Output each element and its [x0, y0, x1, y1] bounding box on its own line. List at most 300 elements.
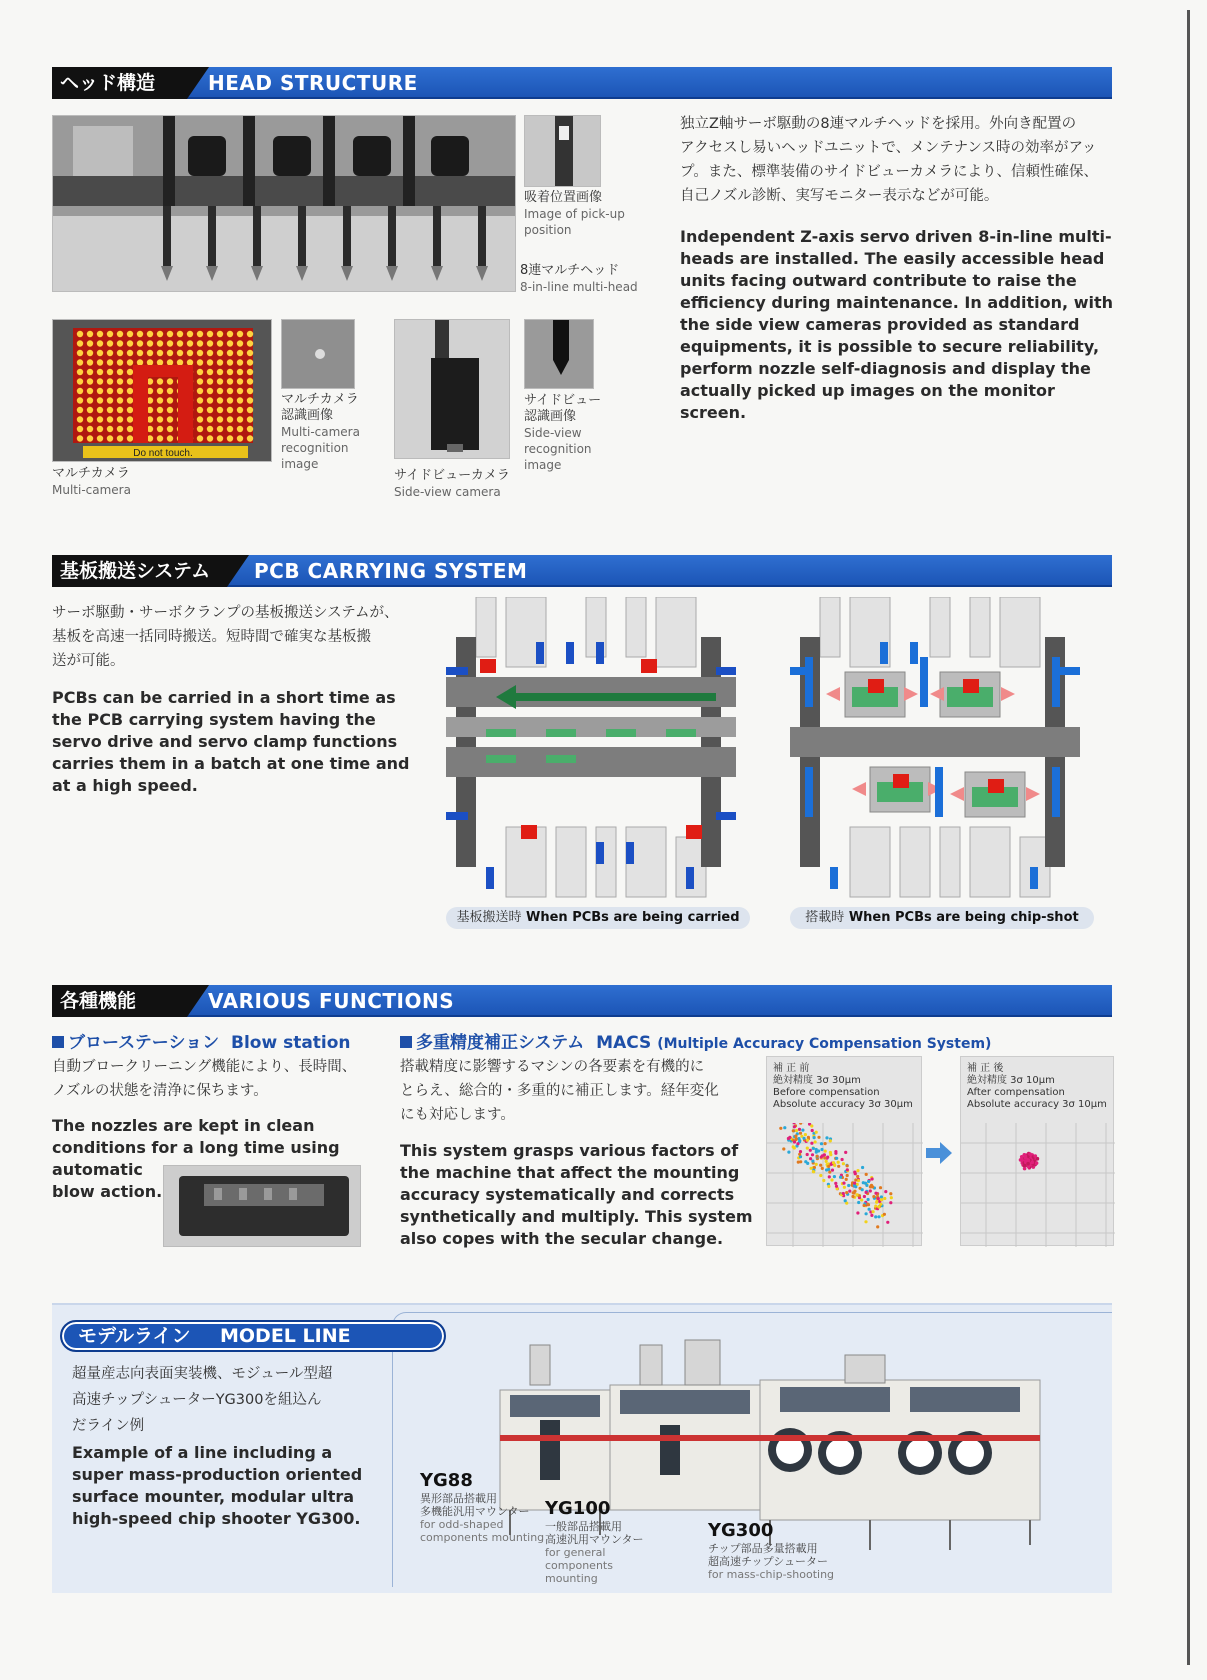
scatter-dot	[872, 1195, 875, 1198]
blow-body-en-1: The nozzles are kept in clean	[52, 1116, 315, 1135]
scatter-dot	[856, 1211, 859, 1214]
led-dot	[247, 426, 253, 432]
pcb-diagram-chipshot	[790, 597, 1080, 902]
led-dot	[97, 331, 103, 337]
scatter-dot	[874, 1205, 877, 1208]
led-dot	[227, 350, 233, 356]
scatter-dot	[865, 1191, 868, 1194]
scatter-dot	[810, 1142, 813, 1145]
scatter-dot	[869, 1185, 872, 1188]
scatter-dot	[827, 1185, 830, 1188]
scatter-dot	[831, 1169, 834, 1172]
led-dot	[87, 369, 93, 375]
square-bullet-icon	[400, 1036, 412, 1048]
led-dot	[127, 435, 133, 441]
led-dot	[207, 378, 213, 384]
led-dot	[107, 397, 113, 403]
after-en-1: After compensation	[967, 1087, 1065, 1098]
scatter-dot	[793, 1125, 796, 1128]
led-dot	[237, 397, 243, 403]
scatter-dot	[825, 1168, 828, 1171]
led-dot	[97, 397, 103, 403]
multihead-caption-jp: 8連マルチヘッド	[520, 263, 620, 278]
led-dot	[137, 359, 143, 365]
led-dot	[237, 331, 243, 337]
led-dot	[197, 435, 203, 441]
led-dot	[237, 416, 243, 422]
led-dot	[137, 331, 143, 337]
led-dot	[247, 340, 253, 346]
pickup-position-image	[524, 115, 601, 187]
led-dot	[217, 435, 223, 441]
led-dot	[97, 350, 103, 356]
led-dot	[247, 435, 253, 441]
led-dot	[167, 350, 173, 356]
scatter-dot	[863, 1195, 866, 1198]
various-functions-section-bar	[52, 985, 1112, 1017]
scatter-dot	[863, 1204, 866, 1207]
head-body-en-7: perform nozzle self-diagnosis and display the	[680, 359, 1091, 378]
led-dot	[167, 359, 173, 365]
blow-body-jp-2: ノズルの状態を清浄に保ちます。	[52, 1083, 268, 1099]
scatter-dot	[1028, 1152, 1032, 1156]
led-dot	[77, 369, 83, 375]
scatter-dot	[811, 1129, 814, 1132]
led-dot	[237, 378, 243, 384]
pcb-diagram-carrying	[446, 597, 736, 902]
led-dot	[117, 407, 123, 413]
multicam-recog-jp-1: マルチカメラ	[281, 392, 359, 407]
led-dot	[247, 388, 253, 394]
caption-pcb-chipshot-jp: 搭載時	[805, 910, 845, 925]
pcb-body-en-3: servo drive and servo clamp functions	[52, 732, 398, 751]
yg88-jp-2: 多機能汎用マウンター	[420, 1505, 530, 1518]
macs-body-jp-2: とらえ、総合的・多重的に補正します。経年変化	[400, 1083, 719, 1099]
scatter-dot	[855, 1193, 858, 1196]
head-body-en-4: efficiency during maintenance. In addition, with	[680, 293, 1113, 312]
scatter-dot	[877, 1205, 880, 1208]
yg300-en-1: for mass-chip-shooting	[708, 1568, 835, 1581]
yg300-jp-1: チップ部品多量搭載用	[708, 1542, 818, 1555]
led-dot	[177, 359, 183, 365]
led-dot	[147, 359, 153, 365]
led-dot	[187, 359, 193, 365]
macs-heading-sub: (Multiple Accuracy Compensation System)	[657, 1036, 992, 1052]
led-dot	[227, 426, 233, 432]
led-dot	[197, 359, 203, 365]
led-dot	[227, 416, 233, 422]
model-body-en-2: super mass-production oriented	[72, 1465, 363, 1484]
led-dot	[227, 331, 233, 337]
led-dot	[207, 340, 213, 346]
yg88-en-1: for odd-shaped	[420, 1518, 504, 1531]
model-body-en-1: Example of a line including a	[72, 1443, 333, 1462]
after-jp-1: 補 正 後	[967, 1063, 1004, 1074]
side-view-camera-photo	[394, 319, 510, 459]
page-edge-line	[1187, 10, 1190, 1665]
led-dot	[207, 350, 213, 356]
led-dot	[217, 416, 223, 422]
scatter-dot	[877, 1197, 880, 1200]
after-compensation-plot	[960, 1056, 1114, 1246]
led-dot	[87, 416, 93, 422]
scatter-dot	[848, 1190, 851, 1193]
multicam-caption-jp: マルチカメラ	[52, 466, 130, 481]
led-dot	[187, 331, 193, 337]
model-body-jp-1: 超量産志向表面実装機、モジュール型超	[72, 1366, 333, 1382]
blow-body-en-2: conditions for a long time using	[52, 1138, 340, 1157]
multicam-recognition-image	[281, 319, 355, 389]
led-dot	[87, 331, 93, 337]
scatter-dot	[867, 1203, 870, 1206]
led-dot	[167, 407, 173, 413]
led-dot	[177, 340, 183, 346]
caption-pcb-chipshot	[790, 907, 1094, 929]
multicam-recog-en-1: Multi-camera	[281, 425, 360, 439]
led-dot	[157, 331, 163, 337]
scatter-dot	[829, 1139, 832, 1142]
led-dot	[167, 331, 173, 337]
scatter-dot	[813, 1136, 816, 1139]
scatter-dot	[1035, 1161, 1039, 1165]
macs-heading-jp: 多重精度補正システム	[416, 1033, 585, 1053]
scatter-dot	[857, 1201, 860, 1204]
scatter-dot	[799, 1132, 802, 1135]
scatter-dot	[830, 1178, 833, 1181]
led-dot	[237, 340, 243, 346]
led-dot	[207, 331, 213, 337]
led-dot	[217, 359, 223, 365]
scatter-dot	[834, 1150, 837, 1153]
led-dot	[217, 397, 223, 403]
scatter-dot	[874, 1192, 877, 1195]
led-dot	[127, 340, 133, 346]
led-dot	[107, 416, 113, 422]
led-dot	[247, 416, 253, 422]
before-jp-1: 補 正 前	[773, 1063, 810, 1074]
scatter-dot	[824, 1150, 827, 1153]
pickup-caption-jp: 吸着位置画像	[524, 190, 603, 205]
sideview-cam-caption-en: Side-view camera	[394, 485, 501, 499]
macs-heading	[400, 1028, 1120, 1053]
head-structure-section-bar	[52, 67, 1112, 99]
scatter-dot	[847, 1184, 850, 1187]
macs-body-en-4: synthetically and multiply. This system	[400, 1207, 753, 1226]
sideview-recog-en-2: recognition	[524, 442, 592, 456]
led-dot	[127, 331, 133, 337]
led-dot	[87, 340, 93, 346]
led-dot	[227, 397, 233, 403]
pcb-body-jp-2: 基板を高速一括同時搬送。短時間で確実な基板搬	[52, 629, 371, 645]
led-dot	[197, 426, 203, 432]
scatter-dot	[845, 1178, 848, 1181]
led-dot	[77, 350, 83, 356]
scatter-dot	[815, 1163, 818, 1166]
arrow-right-icon	[924, 1140, 954, 1166]
multicam-caption-en: Multi-camera	[52, 483, 131, 497]
scatter-dot	[814, 1140, 817, 1143]
sideview-recog-en-3: image	[524, 458, 562, 472]
caption-pcb-carrying-en: When PCBs are being carried	[526, 910, 740, 925]
scatter-dot	[861, 1188, 864, 1191]
scatter-dot	[842, 1192, 845, 1195]
pcb-body-en-2: the PCB carrying system having the	[52, 710, 376, 729]
led-dot	[217, 350, 223, 356]
led-dot	[127, 426, 133, 432]
led-dot	[247, 378, 253, 384]
model-body-en-4: high-speed chip shooter YG300.	[72, 1509, 361, 1528]
yg100-name: YG100	[545, 1498, 611, 1519]
pcb-body-en-5: at a high speed.	[52, 776, 198, 795]
pcb-title-jp: 基板搬送システム	[52, 555, 227, 587]
led-dot	[227, 378, 233, 384]
led-dot	[97, 388, 103, 394]
led-dot	[177, 331, 183, 337]
led-dot	[127, 407, 133, 413]
led-dot	[237, 388, 243, 394]
scatter-dot	[872, 1210, 875, 1213]
led-dot	[207, 407, 213, 413]
square-bullet-icon	[52, 1036, 64, 1048]
scatter-dot	[787, 1137, 790, 1140]
led-dot	[107, 388, 113, 394]
led-dot	[207, 435, 213, 441]
scatter-dot	[835, 1157, 838, 1160]
scatter-dot	[845, 1191, 848, 1194]
led-dot	[107, 359, 113, 365]
led-dot	[157, 407, 163, 413]
led-dot	[197, 397, 203, 403]
scatter-dot	[851, 1195, 854, 1198]
led-dot	[247, 331, 253, 337]
led-dot	[237, 359, 243, 365]
led-dot	[187, 350, 193, 356]
led-dot	[227, 435, 233, 441]
scatter-dot	[825, 1136, 828, 1139]
scatter-dot	[829, 1151, 832, 1154]
led-dot	[97, 435, 103, 441]
scatter-dot	[1034, 1154, 1038, 1158]
led-dot	[77, 435, 83, 441]
scatter-dot	[846, 1164, 849, 1167]
scatter-dot	[886, 1221, 889, 1224]
scatter-dot	[820, 1148, 823, 1151]
pcb-body-en-4: carries them in a batch at one time and	[52, 754, 410, 773]
scatter-dot	[883, 1197, 886, 1200]
macs-heading-en: MACS	[596, 1033, 652, 1053]
do-not-touch-label: Do not touch.	[133, 448, 193, 459]
scatter-dot	[783, 1126, 786, 1129]
blow-body-jp-1: 自動ブロークリーニング機能により、長時間、	[52, 1059, 357, 1075]
head-structure-title-en: HEAD STRUCTURE	[208, 71, 418, 95]
pickup-caption-en-1: Image of pick-up	[524, 207, 625, 221]
scatter-dot	[869, 1189, 872, 1192]
led-dot	[197, 388, 203, 394]
scatter-dot	[827, 1165, 830, 1168]
scatter-dot	[868, 1208, 871, 1211]
scatter-dot	[797, 1137, 800, 1140]
head-body-en-6: equipments, it is possible to secure reliability,	[680, 337, 1100, 356]
multi-head-illustration	[53, 116, 516, 292]
pcb-body-jp-1: サーボ駆動・サーボクランプの基板搬送システムが、	[52, 605, 399, 621]
blow-station-heading	[52, 1028, 412, 1053]
scatter-dot	[798, 1153, 801, 1156]
led-dot	[227, 369, 233, 375]
scatter-dot	[809, 1157, 812, 1160]
led-dot	[87, 435, 93, 441]
various-functions-title-jp: 各種機能	[52, 985, 187, 1017]
scatter-dot	[842, 1182, 845, 1185]
scatter-dot	[816, 1155, 819, 1158]
scatter-dot	[1020, 1155, 1024, 1159]
yg300-jp-2: 超高速チップシューター	[708, 1555, 829, 1568]
led-dot	[197, 369, 203, 375]
led-dot	[147, 350, 153, 356]
scatter-dot	[798, 1128, 801, 1131]
scatter-dot	[843, 1186, 846, 1189]
head-body-en-5: the side view cameras provided as standard	[680, 315, 1080, 334]
scatter-dot	[874, 1215, 877, 1218]
yg88-en-2: components mounting	[420, 1531, 545, 1544]
scatter-dot	[1026, 1162, 1030, 1166]
head-body-en-3: units facing outward contribute to raise the	[680, 271, 1077, 290]
scatter-dot	[834, 1182, 837, 1185]
led-dot	[147, 331, 153, 337]
pcb-section-bar	[52, 555, 1112, 587]
macs-body-en-5: also copes with the secular change.	[400, 1229, 724, 1248]
scatter-dot	[799, 1150, 802, 1153]
model-body-jp-3: だライン例	[72, 1418, 145, 1434]
led-dot	[207, 426, 213, 432]
scatter-dot	[806, 1139, 809, 1142]
scatter-dot	[844, 1151, 847, 1154]
led-dot	[207, 397, 213, 403]
led-dot	[217, 378, 223, 384]
scatter-dot	[817, 1136, 820, 1139]
scatter-dot	[856, 1169, 859, 1172]
scatter-dot	[853, 1171, 856, 1174]
led-dot	[177, 350, 183, 356]
led-dot	[117, 388, 123, 394]
multihead-caption-en: 8-in-line multi-head	[520, 280, 638, 294]
led-dot	[147, 340, 153, 346]
yg100-jp-1: 一般部品搭載用	[545, 1520, 622, 1533]
scatter-dot	[820, 1142, 823, 1145]
multi-head-photo	[52, 115, 516, 292]
blow-body-en-3: automatic	[52, 1160, 143, 1179]
led-dot	[77, 416, 83, 422]
led-dot	[167, 435, 173, 441]
led-dot	[107, 435, 113, 441]
sideview-cam-caption-jp: サイドビューカメラ	[394, 468, 510, 483]
before-compensation-plot	[766, 1056, 922, 1246]
yg88-name: YG88	[420, 1470, 473, 1491]
scatter-dot	[870, 1214, 873, 1217]
led-dot	[117, 369, 123, 375]
scatter-dot	[825, 1160, 828, 1163]
scatter-dot	[793, 1140, 796, 1143]
scatter-dot	[879, 1186, 882, 1189]
led-dot	[217, 388, 223, 394]
led-dot	[157, 416, 163, 422]
led-dot	[217, 426, 223, 432]
led-dot	[157, 340, 163, 346]
led-dot	[137, 350, 143, 356]
led-dot	[107, 350, 113, 356]
led-dot	[197, 407, 203, 413]
led-dot	[97, 340, 103, 346]
scatter-dot	[796, 1142, 799, 1145]
led-dot	[127, 378, 133, 384]
scatter-dot	[861, 1166, 864, 1169]
scatter-dot	[811, 1153, 814, 1156]
led-dot	[127, 416, 133, 422]
led-dot	[157, 397, 163, 403]
after-en-2: Absolute accuracy 3σ 10μm	[967, 1099, 1107, 1110]
led-dot	[117, 331, 123, 337]
scatter-dot	[854, 1178, 857, 1181]
led-dot	[237, 369, 243, 375]
scatter-dot	[833, 1164, 836, 1167]
led-dot	[237, 426, 243, 432]
led-dot	[217, 407, 223, 413]
scatter-dot	[837, 1165, 840, 1168]
led-dot	[237, 407, 243, 413]
scatter-dot	[839, 1176, 842, 1179]
led-dot	[77, 331, 83, 337]
scatter-dot	[799, 1160, 802, 1163]
led-dot	[87, 397, 93, 403]
led-dot	[157, 435, 163, 441]
pcb-body-jp-3: 送が可能。	[52, 653, 125, 669]
scatter-dot	[883, 1213, 886, 1216]
scatter-dot	[889, 1192, 892, 1195]
multicam-recog-en-2: recognition	[281, 441, 349, 455]
sideview-recog-jp-1: サイドビュー	[524, 393, 602, 408]
scatter-dot	[810, 1124, 813, 1127]
scatter-dot	[889, 1201, 892, 1204]
scatter-dot	[876, 1225, 879, 1228]
led-dot	[157, 350, 163, 356]
scatter-dot	[795, 1137, 798, 1140]
scatter-dot	[782, 1147, 785, 1150]
scatter-dot	[871, 1177, 874, 1180]
scatter-dot	[806, 1162, 809, 1165]
led-dot	[187, 340, 193, 346]
scatter-dot	[844, 1199, 847, 1202]
scatter-dot	[877, 1215, 880, 1218]
led-dot	[227, 388, 233, 394]
led-dot	[117, 416, 123, 422]
macs-body-en-3: accuracy systematically and corrects	[400, 1185, 735, 1204]
led-dot	[197, 331, 203, 337]
scatter-dot	[793, 1146, 796, 1149]
scatter-dot	[875, 1201, 878, 1204]
model-line-title-jp: モデルライン	[78, 1325, 191, 1347]
scatter-dot	[864, 1220, 867, 1223]
multicam-recog-en-3: image	[281, 457, 319, 471]
led-dot	[167, 397, 173, 403]
led-dot	[107, 369, 113, 375]
led-dot	[227, 359, 233, 365]
scatter-dot	[823, 1156, 826, 1159]
scatter-dot	[809, 1149, 812, 1152]
led-dot	[197, 350, 203, 356]
led-dot	[77, 359, 83, 365]
scatter-dot	[812, 1170, 815, 1173]
scatter-dot	[819, 1174, 822, 1177]
scatter-dot	[846, 1174, 849, 1177]
